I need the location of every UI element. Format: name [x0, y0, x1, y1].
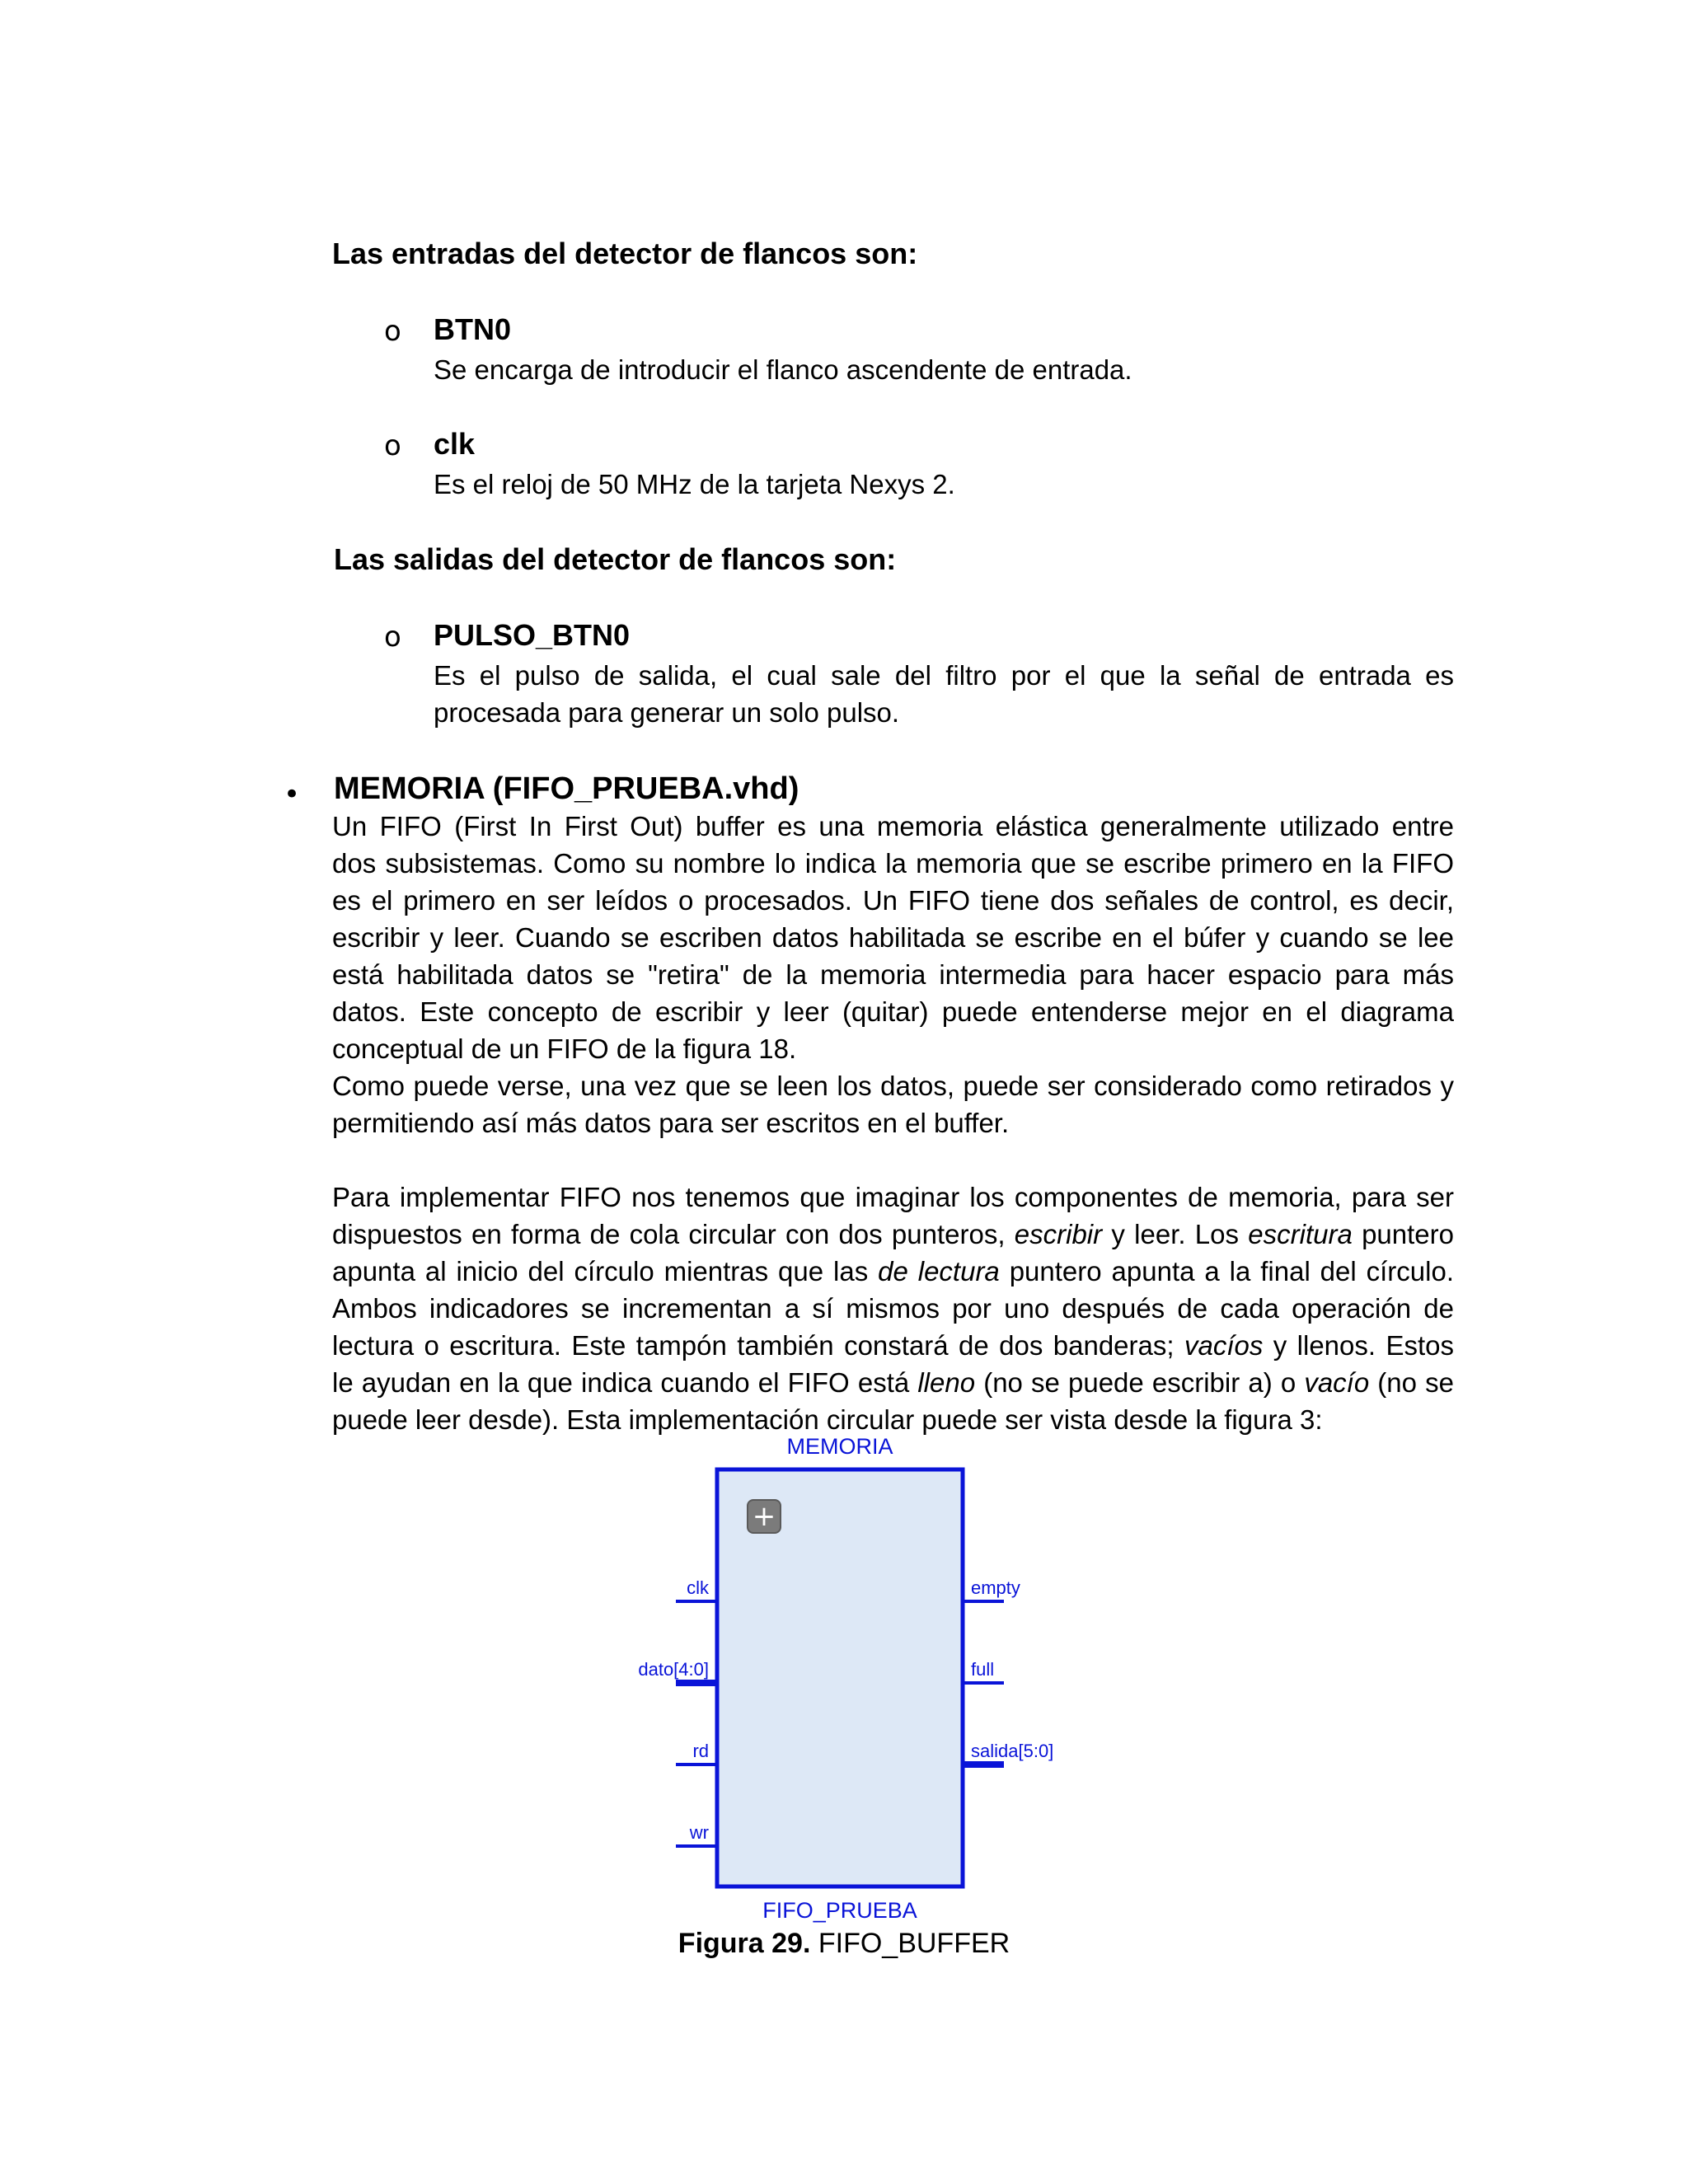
- diagram-top-label: MEMORIA: [786, 1434, 893, 1459]
- text-line: conceptual de un FIFO de la figura 18.: [332, 1033, 797, 1064]
- port-label-clk: clk: [687, 1577, 709, 1598]
- text-line: Para implementar FIFO nos tenemos que imaginar los componentes de memoria, para ser: [332, 1182, 1454, 1212]
- svg-text:+: +: [752, 1500, 776, 1533]
- port-label-salida: salida[5:0]: [971, 1741, 1054, 1761]
- fifo-block-diagram: [610, 1430, 1088, 1924]
- text-line: dos subsistemas. Como su nombre lo indica la memoria que se escribe primero en la FIFO: [332, 848, 1454, 879]
- port-label-full: full: [971, 1659, 995, 1680]
- output-pulso-desc: Es el pulso de salida, el cual sale del filtro por el que la señal de entrada es procesada para generar un solo pulso.: [434, 660, 1454, 728]
- input-clk-title: clk: [434, 427, 476, 461]
- bullet-circle-icon: o: [384, 315, 401, 348]
- outputs-heading: Las salidas del detector de flancos son:: [334, 542, 897, 576]
- text-line: Como puede verse, una vez que se leen los datos, puede ser considerado como retirados y: [332, 1071, 1454, 1101]
- input-clk-desc: Es el reloj de 50 MHz de la tarjeta Nexys 2.: [434, 469, 955, 499]
- caption-text: FIFO_BUFFER: [810, 1928, 1010, 1959]
- text-line: datos. Este concepto de escribir y leer (quitar) puede entenderse mejor en el diagrama: [332, 996, 1454, 1027]
- text-line: lectura o escritura. Este tampón también constará de dos banderas; vacíos y llenos. Estos: [332, 1330, 1454, 1361]
- text-line: escribir y leer. Cuando se escriben datos habilitada se escribe en el búfer y cuando se lee: [332, 922, 1454, 953]
- bullet-circle-icon: o: [384, 429, 401, 462]
- fifo-implementation-paragraph: [332, 1179, 1454, 1438]
- figure-caption: [0, 1925, 1688, 1961]
- port-label-wr: wr: [689, 1822, 709, 1843]
- inputs-heading: Las entradas del detector de flancos son:: [332, 237, 918, 270]
- output-pulso-title: PULSO_BTN0: [434, 618, 631, 652]
- port-label-empty: empty: [971, 1577, 1020, 1598]
- text-line: está habilitada datos se "retira" de la memoria intermedia para hacer espacio para más: [332, 959, 1454, 990]
- port-label-dato: dato[4:0]: [638, 1659, 709, 1680]
- fifo-description-paragraph: [332, 808, 1454, 1141]
- input-btn0-title: BTN0: [434, 312, 512, 346]
- text-line: Ambos indicadores se incrementan a sí mismos por uno después de cada operación de: [332, 1293, 1454, 1324]
- expand-icon[interactable]: [748, 1500, 781, 1533]
- bullet-circle-icon: o: [384, 621, 401, 654]
- input-btn0-desc: Se encarga de introducir el flanco ascendente de entrada.: [434, 354, 1132, 385]
- text-line: Un FIFO (First In First Out) buffer es una memoria elástica generalmente utilizado entre: [332, 811, 1454, 841]
- diagram-bottom-label: FIFO_PRUEBA: [762, 1898, 917, 1923]
- section-title: MEMORIA (FIFO_PRUEBA.vhd): [334, 771, 799, 806]
- text-line: apunta al inicio del círculo mientras que las de lectura puntero apunta a la final del círculo.: [332, 1256, 1454, 1286]
- text-line: es el primero en ser leídos o procesados. Un FIFO tiene dos señales de control, es decir,: [332, 885, 1454, 916]
- caption-label: Figura 29.: [678, 1928, 811, 1959]
- port-label-rd: rd: [692, 1741, 709, 1761]
- text-line: permitiendo así más datos para ser escritos en el buffer.: [332, 1108, 1010, 1138]
- text-line: puede leer desde). Esta implementación circular puede ser vista desde la figura 3:: [332, 1404, 1323, 1435]
- bullet-dot-icon: •: [284, 778, 301, 811]
- text-line: le ayudan en la que indica cuando el FIFO está lleno (no se puede escribir a) o vacío (no se: [332, 1367, 1454, 1398]
- text-line: dispuestos en forma de cola circular con dos punteros, escribir y leer. Los escritura puntero: [332, 1219, 1454, 1249]
